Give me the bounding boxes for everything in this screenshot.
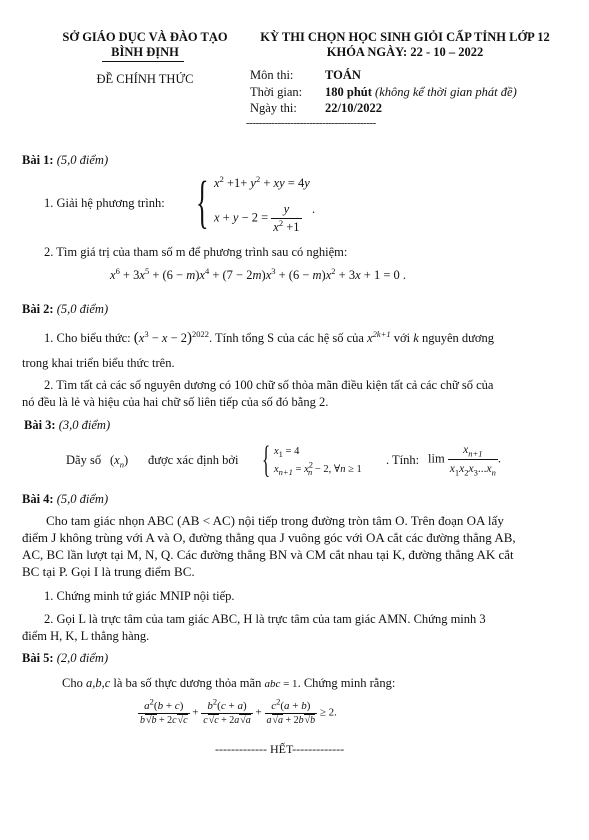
system-eq1: $x^2 +1+ y^2$ + xy = 4y [214, 173, 310, 190]
bai5-vars: a,b,c [85, 676, 111, 690]
bai1-q1: 1. Giải hệ phương trình: [44, 196, 165, 210]
bai4-l3: AC, BC lần lượt tại M, N, Q. Các đường thẳng BN và CM cắt nhau tại K, đường thẳng AK cắt [22, 547, 514, 562]
recurrence-eq2: $x_{n+1} = x^2_n - 2$, ∀n ≥ 1 [274, 459, 362, 478]
bai5-inequality: $\frac{a^2(b + c)}{b√b + 2c√c}$ + $\frac{b^2(c + a)}{c√c + 2a√a}$ + $\frac{c^2(a + b)}{a√a + 2b√b}$ ≥ 2. [140, 696, 337, 726]
date-value: 22/10/2022 [325, 101, 382, 115]
end-marker: ------------- HẾT------------- [215, 742, 345, 756]
bai2-points: (5,0 điểm) [56, 302, 109, 316]
subject-value: TOÁN [325, 68, 361, 82]
province-name: BÌNH ĐỊNH [111, 45, 179, 59]
subject-label: Môn thi: [250, 68, 294, 82]
time-value-line [325, 84, 517, 100]
bai4-heading [22, 491, 108, 507]
ineq-term1: $\frac{a^2(b + c)}{b√b + 2c√c}$ [140, 696, 188, 726]
bai2-q1e: trong khai triển biểu thức trên. [22, 356, 175, 370]
bai3-points: (3,0 điểm) [58, 418, 111, 432]
bai1-title: Bài 1: [22, 153, 54, 167]
bai2-title: Bài 2: [22, 302, 54, 316]
bai5-heading [22, 650, 108, 666]
bai4-l4: BC tại P. Gọi I là trung điểm BC. [22, 564, 195, 579]
bai1-q2: 2. Tìm giá trị của tham số m để phương trình sau có nghiệm: [44, 245, 348, 259]
bai3-line [66, 439, 566, 486]
bai2-heading [22, 301, 108, 317]
bai2-q1-line [44, 330, 494, 346]
left-underline [102, 61, 184, 62]
bai3-limit: lim $\frac{x_{n+1}}{x_1x_2x_3...x_n}$ . [428, 444, 501, 478]
dept-name: SỞ GIÁO DỤC VÀ ĐÀO TẠO [62, 30, 228, 44]
bai1-system [196, 169, 350, 238]
bai2-q2b: nó đều là lẻ và hiệu của hai chữ số liên tiếp của số đó bằng 2. [22, 395, 329, 409]
ineq-term2: $\frac{b^2(c + a)}{c√c + 2a√a}$ [203, 696, 251, 726]
bai2-q1d: nguyên dương [421, 331, 494, 345]
bai1-points: (5,0 điểm) [56, 153, 109, 167]
exam-date-title: KHÓA NGÀY: 22 - 10 – 2022 [326, 45, 484, 59]
bai2-expression: $(x^3 - x - 2)^{2022}$ [133, 328, 210, 346]
bai2-q1c: với [393, 331, 411, 345]
time-note: (không kể thời gian phát đề) [375, 85, 517, 99]
official-exam-label: ĐỀ CHÍNH THỨC [96, 72, 194, 86]
bai3-q2: được xác định bởi [148, 453, 239, 467]
recurrence-brace: { [262, 439, 271, 481]
date-label: Ngày thi: [250, 101, 297, 115]
bai5-q1a: Cho [62, 676, 83, 690]
bai5-line [62, 675, 395, 692]
bai2-k: k [413, 331, 419, 345]
bai3-q1: Dãy số [66, 453, 102, 467]
system-period: . [312, 202, 316, 216]
recurrence-eq1: $x_1 = 4$ [274, 446, 300, 460]
system-eq2: x + y − 2 = $\frac{y}{x^2 +1}$ [214, 202, 300, 234]
bai4-l2: điểm J không trùng với A và O, đường thẳng qua J vuông góc với OA cắt các đường thẳng AB, [22, 530, 516, 545]
bai3-heading [24, 417, 110, 433]
bai5-condition: abc = 1 [264, 678, 298, 690]
system-brace: { [196, 169, 209, 234]
bai4-q2b: điểm H, K, L thẳng hàng. [22, 629, 150, 643]
bai5-points: (2,0 điểm) [56, 651, 109, 665]
bai5-q1b: là ba số thực dương thỏa mãn [113, 676, 262, 690]
exam-title: KỲ THI CHỌN HỌC SINH GIỎI CẤP TỈNH LỚP 12 [260, 30, 550, 44]
bai5-q1c: . Chứng minh rằng: [297, 676, 396, 690]
bai2-q1b: . Tính tổng S của các hệ số của [209, 331, 364, 345]
bai2-q2a: 2. Tìm tất cả các số nguyên dương có 100 chữ số thỏa mãn điều kiện tất cả các chữ số của [44, 378, 494, 392]
bai5-title: Bài 5: [22, 651, 54, 665]
bai4-q1: 1. Chứng minh tứ giác MNIP nội tiếp. [44, 589, 235, 603]
bai4-l1: Cho tam giác nhọn ABC (AB < AC) nội tiếp trong đường tròn tâm O. Trên đoạn OA lấy [46, 513, 504, 528]
bai3-title: Bài 3: [24, 418, 56, 432]
bai4-title: Bài 4: [22, 492, 54, 506]
bai4-points: (5,0 điểm) [56, 492, 109, 506]
bai1-heading [22, 152, 108, 168]
time-label: Thời gian: [250, 85, 303, 99]
ineq-term3: $\frac{c^2(a + b)}{a√a + 2b√b}$ [266, 696, 316, 726]
bai2-power-term: $x^{2k+1}$ [367, 328, 391, 345]
header-dashes: ----------------------------------------- [246, 117, 376, 129]
bai3-q3: . Tính: [386, 453, 420, 467]
bai4-q2a: 2. Gọi L là trực tâm của tam giác ABC, H là trực tâm của tam giác AMN. Chứng minh 3 [44, 612, 486, 626]
bai1-equation: $x^6 + 3x^5 + (6 - m)x^4 + (7 - 2m)x^3 + (6 - m)x^2 + 3x + 1 = 0$ . [110, 265, 407, 282]
bai2-q1a: 1. Cho biểu thức: [44, 331, 131, 345]
bai3-sequence: $(x_n)$ [110, 453, 129, 470]
time-value: 180 phút [325, 85, 372, 99]
